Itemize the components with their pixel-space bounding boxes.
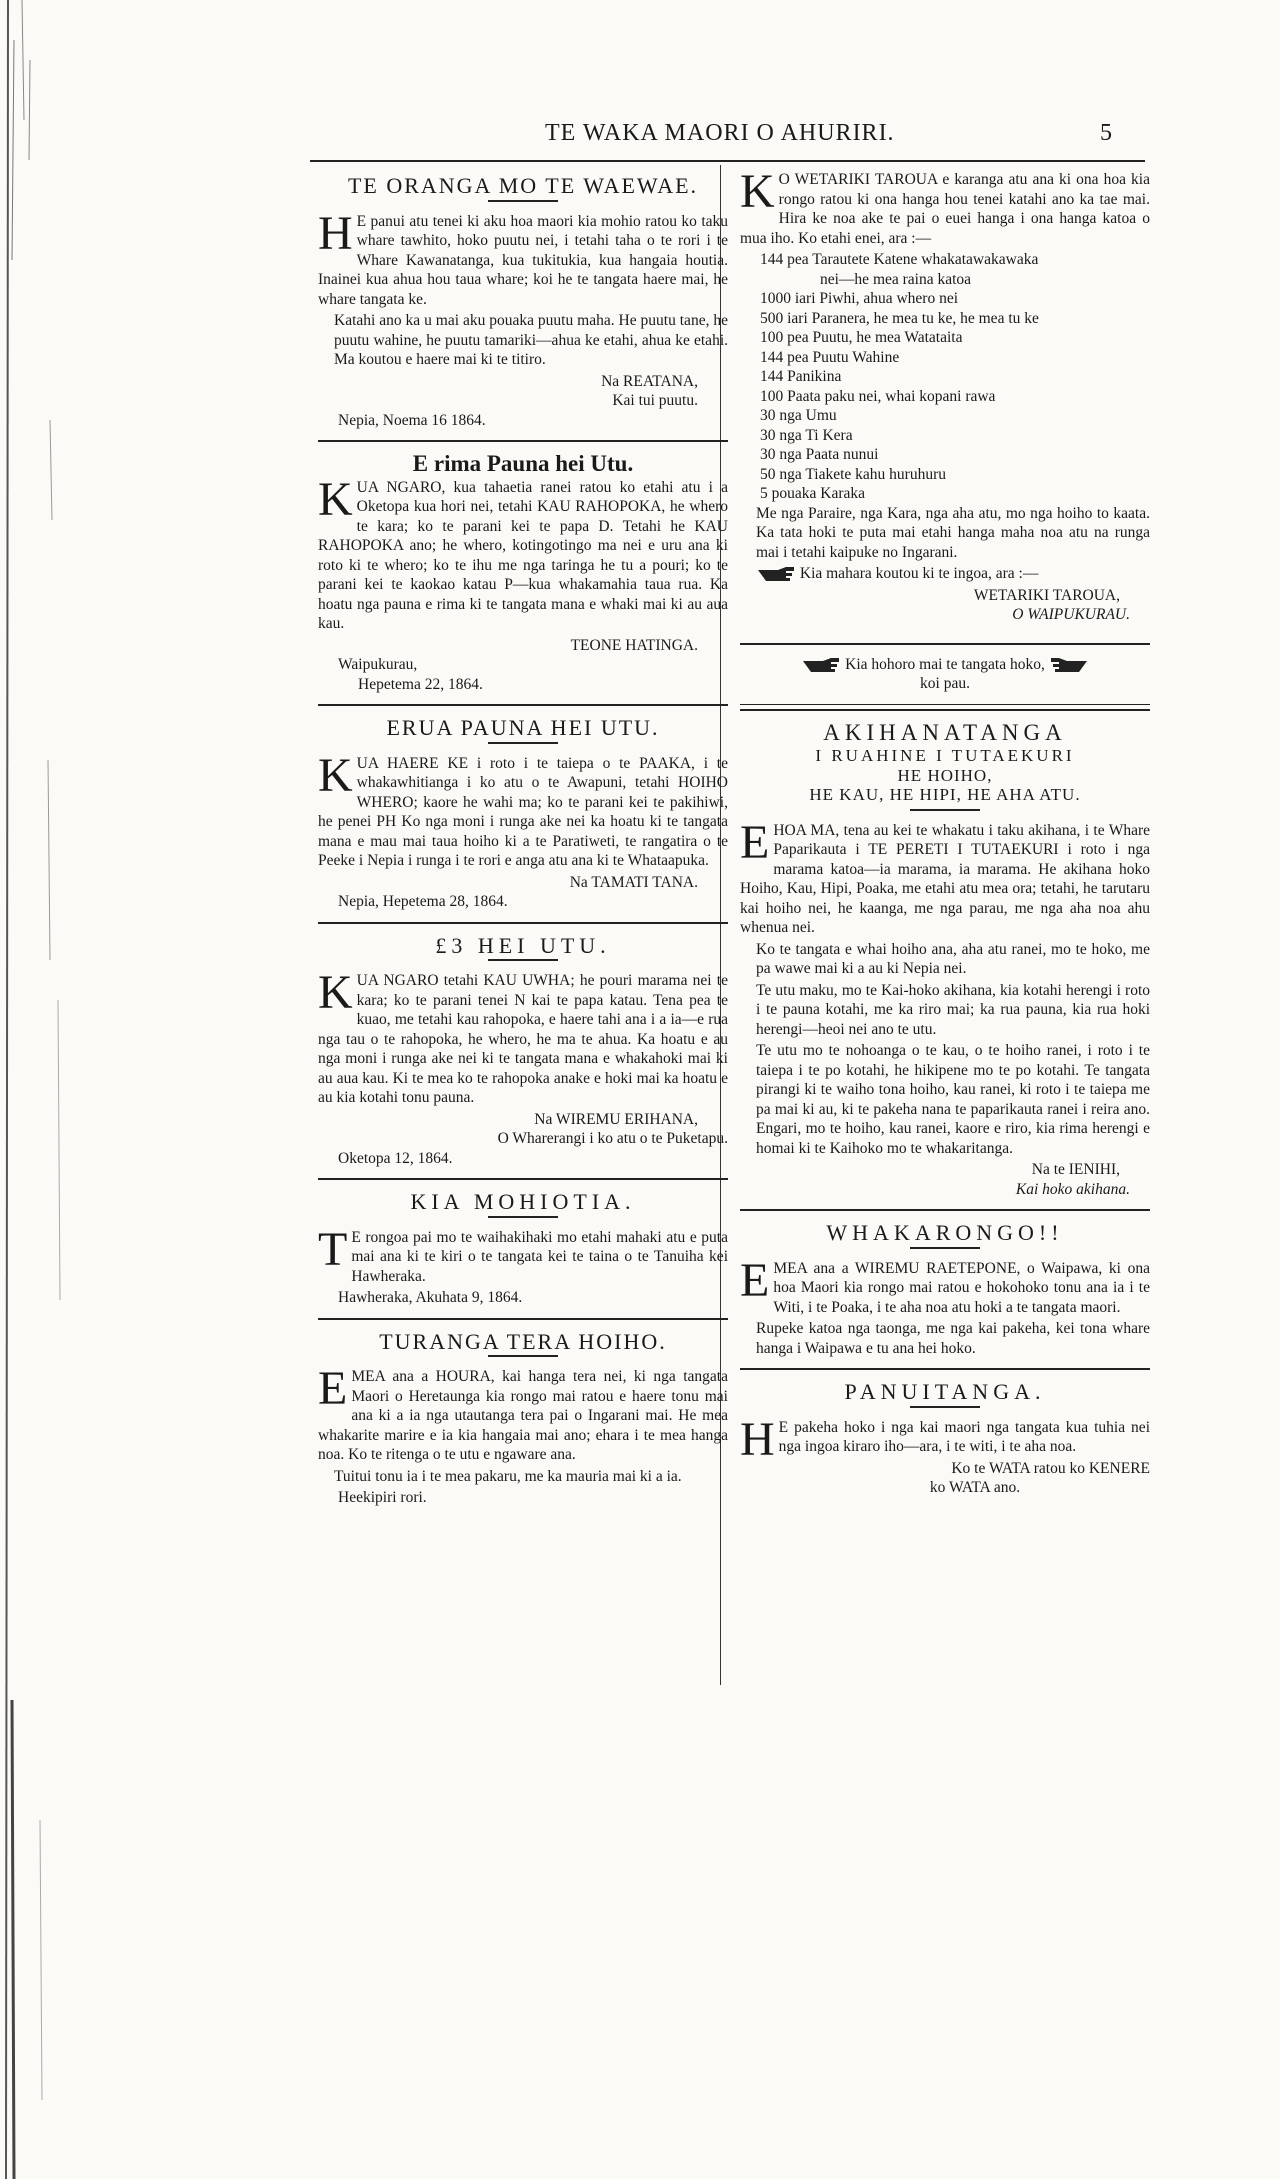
- list-item: 50 nga Tiakete kahu huruhuru: [760, 465, 946, 483]
- short-rule: [488, 200, 558, 202]
- ad-heading: WHAKARONGO!!: [826, 1220, 1064, 1245]
- dateline-place: Waipukurau,: [338, 656, 418, 673]
- page-edge-marks: [0, 0, 70, 2179]
- goods-list: [740, 250, 1150, 504]
- ad-subheading-2: HE HOIHO,: [897, 765, 993, 785]
- left-column: [318, 170, 728, 1514]
- ad-text: MEA ana a HOURA, kai hanga tera nei, ki nga tangata Maori o Heretaunga kia rongo mai ratou e haere tonu mai ana ki a ia nga utautanga tera pai o Ingarani mai. He mea whakarite marire e ia kia hangaia mai ano; ehara i te mea hanga noa. Ko te ritenga o te utu e ngaware ana.: [318, 1368, 728, 1463]
- dateline: Oketopa 12, 1864.: [338, 1149, 453, 1167]
- ad-akihanatanga: [740, 719, 1150, 1200]
- list-item: nei—he mea raina katoa: [820, 270, 972, 288]
- signature-name-2: ko WATA ano.: [929, 1479, 1021, 1496]
- ad-body: [318, 966, 728, 1108]
- ad-text: UA NGARO tetahi KAU UWHA; he pouri marama nei te kara; ko te parani tenei N kai te papa katau. Tena pea te kuao, me tetahi kau rahopoka, e haere tahi ana i a ia—e rua nga tau o te rahopoka, he whero, he ma te ahua. Ka hoatu e au nga moni i runga ake nei ki te tangata mana e whakahoki mai ki au aua kau. Ki te mea ko te rahopoka anake e hoki mai ka hoatu e au kia kotahi tonu pauna.: [318, 972, 728, 1106]
- short-rule: [910, 1406, 980, 1408]
- short-rule: [488, 1216, 558, 1218]
- ad-heading: TURANGA TERA HOIHO.: [379, 1328, 667, 1354]
- short-rule: [488, 959, 558, 961]
- ad-rima-pauna: [318, 451, 728, 694]
- short-rule: [910, 1247, 980, 1249]
- ad-body-2: Tuitui tonu ia i te mea pakaru, me ka mauria mai ki a ia.: [334, 1467, 682, 1485]
- ad-body: [740, 1412, 1150, 1466]
- ad-body: [740, 815, 1150, 938]
- section-rule: [740, 704, 1150, 711]
- running-head-title: TE WAKA MAORI O AHURIRI.: [545, 120, 895, 146]
- ad-heading: £3 HEI UTU.: [435, 932, 611, 958]
- ad-body-3: Te utu maku, mo te Kai-hoko akihana, kia kotahi herengi i roto i te pauna kotahi, me ka riro mai; ka rua pauna, kia rua hoki herengi—heoi nei ano te utu.: [756, 981, 1150, 1038]
- drop-cap: T: [318, 1222, 348, 1276]
- signature-name: Na te IENIHI,: [1031, 1161, 1120, 1178]
- ad-body-4: Te utu mo te nohoanga o te kau, o te hoiho ranei, i roto i te taiepa i te po kotahi, he hikipene mo te po kotahi. Te tangata pirangi ki te waiho tona hoiho, kau ranei, ki roto i te taiepa me pa mai ki au, ki te pakeha nana te paparikauta ranei i reira ano. Engari, mo te hoiho, kau ranei, kaore e riro, kia rima herengi e homai ki te Kaihoko mo te whakaritanga.: [756, 1042, 1150, 1157]
- ad-whakarongo: [740, 1220, 1150, 1358]
- ad-text: E pakeha hoko i nga kai maori nga tangata kua tuhia nei nga ingoa kiraro iho—ara, i te witi, i te aha noa.: [778, 1418, 1150, 1455]
- header-rule: [310, 160, 1145, 162]
- pointing-hand-left-icon: [1049, 656, 1089, 674]
- dateline: Nepia, Noema 16 1864.: [338, 411, 486, 429]
- ad-body: [318, 206, 728, 310]
- ad-text: E panui atu tenei ki aku hoa maori kia mohio ratou ko taku whare tawhito, hoko puutu nei, i tetahi taha o te rori i te Whare Kawanatanga, kua tukitukia, kua hangaia houtia. Inainei kua ahua hou taua whare; koi he te tangata haere mai, he whare tangata ke.: [318, 212, 728, 308]
- short-rule: [488, 1355, 558, 1357]
- ad-body: [318, 748, 728, 871]
- pointing-hand-right-icon: [801, 656, 841, 674]
- section-rule: [318, 1178, 728, 1180]
- section-rule: [318, 1318, 728, 1320]
- section-rule: [318, 440, 728, 442]
- ad-heading: AKIHANATANGA: [823, 719, 1067, 745]
- list-item: 100 Paata paku nei, whai kopani rawa: [760, 387, 996, 405]
- drop-cap: E: [740, 815, 770, 869]
- drop-cap: K: [318, 472, 353, 526]
- section-rule: [740, 643, 1150, 645]
- ad-heading: TE ORANGA MO TE WAEWAE.: [347, 173, 699, 198]
- list-item: 144 pea Tarautete Katene whakatawakawaka: [760, 251, 1039, 268]
- ad-body-3: [740, 564, 1150, 584]
- signature-name: Ko te WATA ratou ko KENERE: [951, 1459, 1150, 1477]
- list-item: 5 pouaka Karaka: [760, 485, 866, 502]
- ad-heading: E rima Pauna hei Utu.: [412, 451, 634, 476]
- list-item: 144 pea Puutu Wahine: [760, 348, 900, 366]
- short-rule: [488, 742, 558, 744]
- ad-text: UA NGARO, kua tahaetia ranei ratou ko etahi atu i a Oketopa kua hori nei, tetahi KAU RAHOPOKA, he whero te kara; ko te parani kei te papa D. Tetahi he KAU RAHOPOKA ano; he whero, kotingotingo ma nei e uru ana ki roto ki te whero; ko te ihu me nga taringa he tu a pouri; ko te parani kei te kaokao katau P—kua whakamahia taua rua. Ka hoatu nga pauna e rima ki te tangata mana e whaki mai ki au aua kau.: [318, 478, 728, 632]
- section-rule: [318, 704, 728, 706]
- ad-text: HOA MA, tena au kei te whakatu i taku akihana, i te Whare Paparikauta i TE PERETI I TUTAEKURI i roto i nga marama katoa—ia marama, ia marama. He akihana hoko Hoiho, Kau, Hipi, Poaka, me etahi atu mea ora; tetahi, he tarutaru kai hoiho nei, he kaanga, me nga parau, me nga aha noa ahu whenua nei.: [740, 821, 1150, 936]
- dateline: Nepia, Hepetema 28, 1864.: [338, 893, 508, 910]
- drop-cap: K: [318, 966, 353, 1019]
- signature-place: O Wharerangi i ko atu o te Puketapu.: [497, 1130, 728, 1147]
- drop-cap: H: [318, 206, 353, 260]
- list-item: 500 iari Paranera, he mea tu ke, he mea tu ke: [760, 309, 1039, 327]
- ad-body: [318, 472, 728, 634]
- ad-kia-mohiotia: [318, 1189, 728, 1308]
- ad-heading: ERUA PAUNA HEI UTU.: [386, 715, 660, 740]
- ad-body: [740, 165, 1150, 248]
- dateline: Heekipiri rori.: [338, 1489, 427, 1506]
- ad-text: UA HAERE KE i roto i te taiepa o te PAAKA, i te whakawhitianga i ko atu o te Awapuni, tetahi HOIHO WHERO; kaore he wahi ma; ko te parani kei te pakihiwi, he penei PH Ko nga moni i runga ake nei ka hoatu ki te tangata mana e mau mai taua hoiho ki a te Paratiweti, te rangatira o te Peeke i Nepia i runga i te rori e anga atu ana ki te Whataapuka.: [318, 754, 728, 869]
- signature-name: TEONE HATINGA.: [570, 636, 698, 654]
- signature-title: Kai hoko akihana.: [1015, 1180, 1130, 1198]
- ad-body-2: Me nga Paraire, nga Kara, nga aha atu, mo nga hoiho to kaata. Ka tata hoki te puta mai etahi hanga maha noa atu na runga mai i tetahi kaipuke no Ingarani.: [756, 504, 1150, 561]
- ad-body-2: Rupeke katoa nga taonga, me nga kai pakeha, kei tona whare hanga i Waipawa e tu ana hei hoko.: [756, 1320, 1150, 1357]
- signature-name: WETARIKI TAROUA,: [973, 586, 1120, 604]
- drop-cap: E: [740, 1253, 770, 1307]
- ad-body: [740, 1253, 1150, 1318]
- ad-subheading-1: I RUAHINE I TUTAEKURI: [815, 746, 1075, 765]
- drop-cap: H: [740, 1412, 775, 1466]
- ad-toru-pauna: [318, 932, 728, 1169]
- ad-oranga-waewae: [318, 173, 728, 430]
- signature-name: Na REATANA,: [601, 372, 698, 390]
- ad-subheading-3: HE KAU, HE HIPI, HE AHA ATU.: [809, 785, 1081, 804]
- signature-name: Na WIREMU ERIHANA,: [534, 1110, 698, 1128]
- list-item: 100 pea Puutu, he mea Watataita: [760, 329, 963, 346]
- drop-cap: K: [318, 748, 353, 802]
- short-rule: [910, 809, 980, 811]
- page-number: 5: [1100, 120, 1112, 146]
- signature-name: Na TAMATI TANA.: [569, 873, 698, 891]
- ad-body-2: Katahi ano ka u mai aku pouaka puutu maha. He puutu tane, he puutu wahine, he puutu tamariki—ahua ke etahi, ahua ke etahi. Ma koutou e haere mai ki te titiro.: [334, 312, 728, 368]
- ad-text: E rongoa pai mo te waihakihaki mo etahi mahaki atu e puta mai ana ki te kiri o te tangata kei te taina o te Tanuiha kei Hawheraka.: [351, 1228, 728, 1285]
- list-item: 144 Panikina: [760, 368, 842, 385]
- dateline-date: Hepetema 22, 1864.: [358, 675, 483, 693]
- ad-body: [318, 1222, 728, 1287]
- ad-text: O WETARIKI TAROUA e karanga atu ana ki ona hoa kia rongo ratou ki ona hanga hou tenei katahi ano ka tae mai. Hira ke noa ake te pai o euei hanga i ona hanga katoa o mua iho. Ko etahi enei, ara :—: [740, 171, 1150, 247]
- signature-title: Kai tui puutu.: [612, 392, 698, 409]
- ad-text: MEA ana a WIREMU RAETEPONE, o Waipawa, ki ona hoa Maori kia rongo mai ratou e hokohoko tonu ana ia i te Witi, i te Poaka, i te aha noa atu hoki a te tangata maori.: [773, 1259, 1150, 1316]
- ad-turanga-tera: [318, 1328, 728, 1508]
- pointing-hand-icon: [756, 565, 796, 583]
- ad-heading: PANUITANGA.: [844, 1379, 1046, 1404]
- list-item: 30 nga Ti Kera: [760, 426, 853, 444]
- dateline: Hawheraka, Akuhata 9, 1864.: [338, 1289, 523, 1306]
- notice-line-2: koi pau.: [920, 675, 970, 692]
- ad-body: [318, 1362, 728, 1465]
- ad-text: Kia mahara koutou ki te ingoa, ara :—: [799, 565, 1039, 582]
- section-rule: [318, 922, 728, 924]
- drop-cap: E: [318, 1362, 348, 1415]
- list-item: 1000 iari Piwhi, ahua whero nei: [760, 290, 959, 307]
- notice-line-1: Kia hohoro mai te tangata hoko,: [845, 655, 1045, 673]
- ad-wetariki-taroua: [740, 165, 1150, 694]
- hurry-notice: [740, 655, 1150, 694]
- right-column: [740, 165, 1150, 1504]
- ad-erua-pauna: [318, 715, 728, 912]
- ad-body-2: Ko te tangata e whai hoiho ana, aha atu ranei, mo te hoko, me pa wawe mai ki a au ki Nepia nei.: [756, 940, 1150, 977]
- list-item: 30 nga Umu: [760, 407, 837, 424]
- section-rule: [740, 1368, 1150, 1370]
- ad-panuitanga: [740, 1379, 1150, 1498]
- signature-place: O WAIPUKURAU.: [1012, 606, 1130, 623]
- section-rule: [740, 1209, 1150, 1211]
- ad-heading: KIA MOHIOTIA.: [410, 1189, 636, 1214]
- list-item: 30 nga Paata nunui: [760, 446, 879, 463]
- drop-cap: K: [740, 165, 775, 218]
